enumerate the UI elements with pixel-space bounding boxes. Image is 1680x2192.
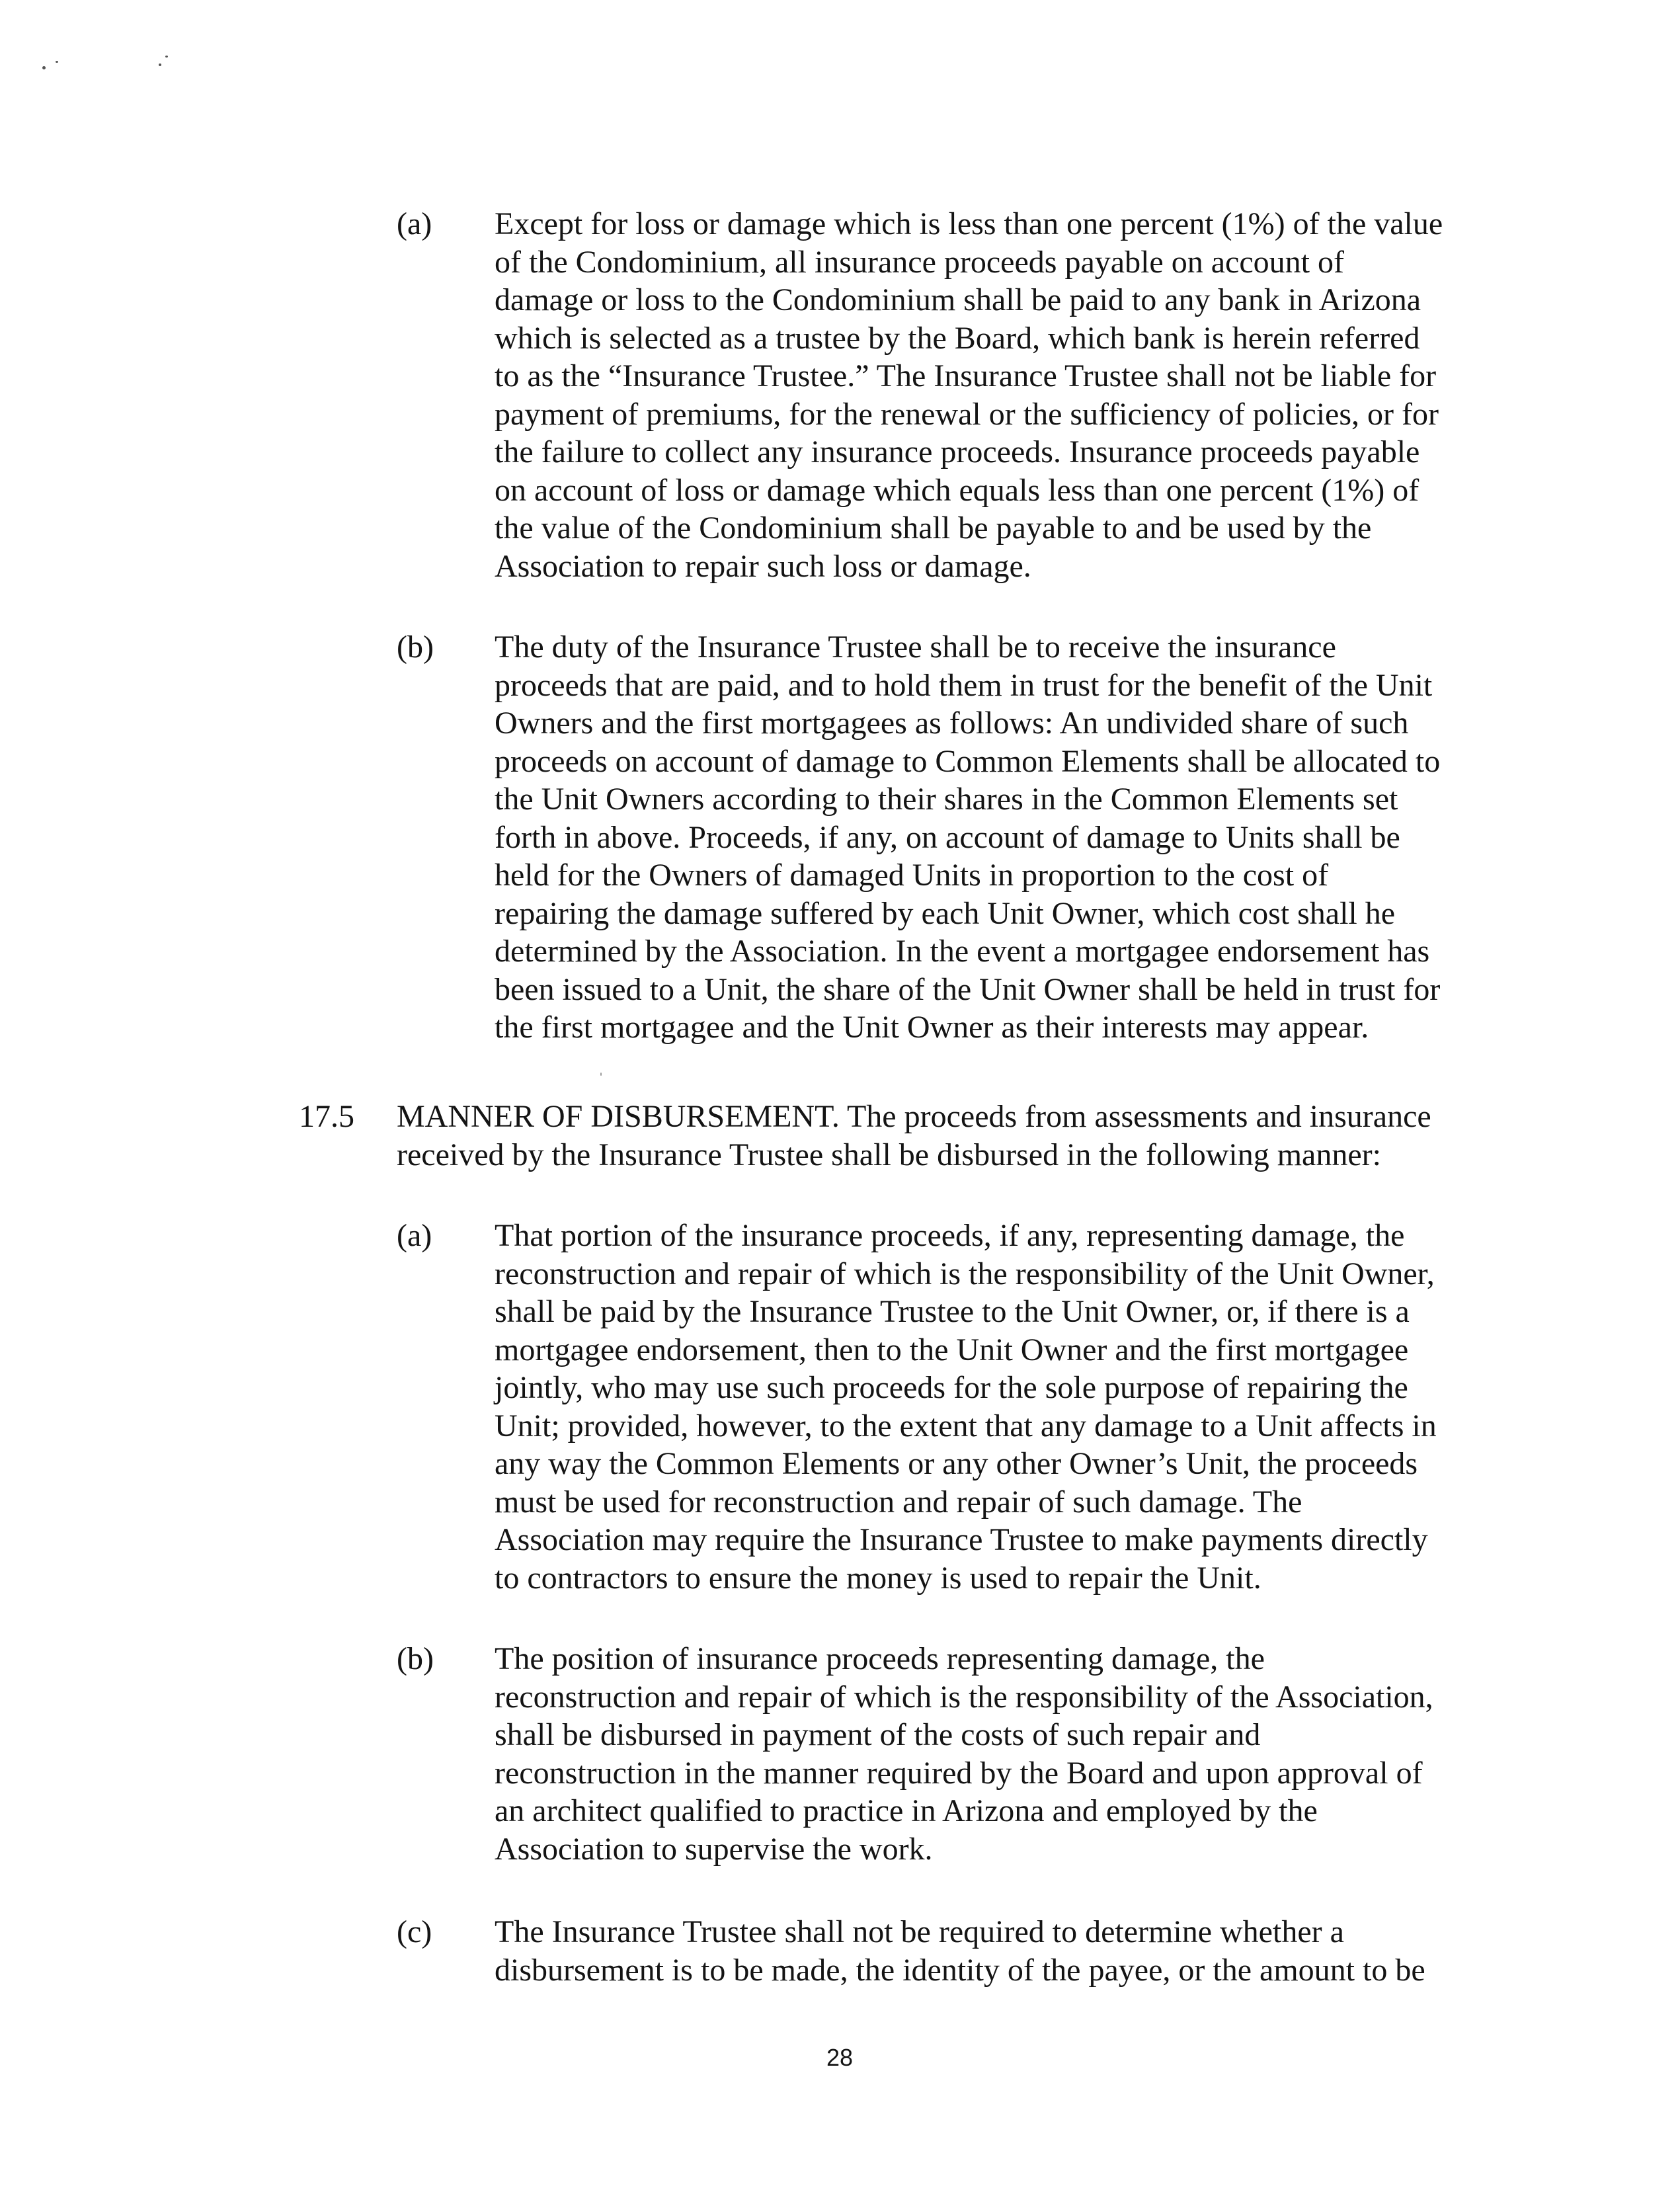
text-line: mortgagee endorsement, then to the Unit Owner and the first mortgagee [495, 1332, 1409, 1367]
item-marker: (b) [397, 1641, 434, 1676]
paragraph-b-association-proceeds [495, 1640, 1433, 1868]
text-line: the Unit Owners according to their shares in the Common Elements set [495, 782, 1398, 817]
text-line: MANNER OF DISBURSEMENT. The proceeds from assessments and insurance [397, 1099, 1431, 1134]
text-line: shall be paid by the Insurance Trustee to the Unit Owner, or, if there is a [495, 1294, 1410, 1329]
text-line: The Insurance Trustee shall not be required to determine whether a [495, 1914, 1344, 1949]
text-line: disbursement is to be made, the identity of the payee, or the amount to be [495, 1952, 1425, 1988]
text-line: jointly, who may use such proceeds for the sole purpose of repairing the [495, 1370, 1408, 1405]
text-line: Association to supervise the work. [495, 1831, 933, 1867]
item-marker: (c) [397, 1914, 432, 1949]
text-line: proceeds on account of damage to Common Elements shall be allocated to [495, 743, 1441, 779]
text-line: the value of the Condominium shall be payable to and be used by the [495, 510, 1372, 546]
text-line: Owners and the first mortgagees as follows: An undivided share of such [495, 706, 1409, 741]
text-line: of the Condominium, all insurance proceeds payable on account of [495, 244, 1344, 280]
text-line: which is selected as a trustee by the Board, which bank is herein referred [495, 320, 1420, 356]
item-marker: (a) [397, 1218, 432, 1253]
text-line: The duty of the Insurance Trustee shall be to receive the insurance [495, 629, 1336, 665]
scan-speck [56, 61, 58, 63]
paragraph-c-trustee-determination [495, 1913, 1425, 1989]
text-line: proceeds that are paid, and to hold them in trust for the benefit of the Unit [495, 667, 1433, 703]
text-line: repairing the damage suffered by each Unit Owner, which cost shall he [495, 895, 1396, 931]
paragraph-a-insurance-trustee [495, 205, 1443, 585]
item-marker: (a) [397, 206, 432, 241]
item-marker: (b) [397, 629, 434, 665]
text-line: Unit; provided, however, to the extent that any damage to a Unit affects in [495, 1408, 1437, 1443]
section-number: 17.5 [299, 1099, 354, 1134]
text-line: received by the Insurance Trustee shall be disbursed in the following manner: [397, 1137, 1381, 1172]
text-line: been issued to a Unit, the share of the Unit Owner shall be held in trust for [495, 971, 1441, 1007]
paragraph-b-trustee-duty [495, 628, 1440, 1047]
text-line: That portion of the insurance proceeds, if any, representing damage, the [495, 1218, 1405, 1253]
text-line: any way the Common Elements or any other Owner’s Unit, the proceeds [495, 1446, 1418, 1481]
paragraph-a-unit-owner-proceeds [495, 1217, 1437, 1597]
text-line: an architect qualified to practice in Arizona and employed by the [495, 1793, 1318, 1828]
text-line: payment of premiums, for the renewal or the sufficiency of policies, or for [495, 396, 1439, 432]
text-line: the failure to collect any insurance proceeds. Insurance proceeds payable [495, 434, 1420, 469]
text-line: reconstruction and repair of which is the responsibility of the Association, [495, 1679, 1433, 1715]
page-number: 28 [826, 2044, 854, 2071]
text-line: must be used for reconstruction and repair of such damage. The [495, 1484, 1302, 1520]
text-line: to as the “Insurance Trustee.” The Insurance Trustee shall not be liable for [495, 358, 1437, 393]
text-line: damage or loss to the Condominium shall be paid to any bank in Arizona [495, 282, 1421, 317]
text-line: The position of insurance proceeds representing damage, the [495, 1641, 1265, 1676]
text-line: held for the Owners of damaged Units in proportion to the cost of [495, 858, 1329, 893]
scan-speck [165, 56, 168, 58]
text-line: reconstruction and repair of which is the responsibility of the Unit Owner, [495, 1256, 1435, 1291]
text-line: forth in above. Proceeds, if any, on account of damage to Units shall be [495, 819, 1400, 855]
text-line: determined by the Association. In the event a mortgagee endorsement has [495, 934, 1430, 969]
text-line: Association to repair such loss or damage. [495, 548, 1031, 584]
text-line: Association may require the Insurance Trustee to make payments directly [495, 1522, 1428, 1557]
text-line: shall be disbursed in payment of the costs of such repair and [495, 1717, 1261, 1752]
text-line: the first mortgagee and the Unit Owner as their interests may appear. [495, 1010, 1369, 1045]
text-line: reconstruction in the manner required by the Board and upon approval of [495, 1755, 1423, 1791]
text-line: Except for loss or damage which is less than one percent (1%) of the value [495, 206, 1443, 241]
scan-speck [159, 63, 161, 66]
section-17-5-heading [397, 1098, 1431, 1174]
text-line: to contractors to ensure the money is used to repair the Unit. [495, 1560, 1261, 1596]
text-line: on account of loss or damage which equals less than one percent (1%) of [495, 472, 1420, 508]
scan-speck [42, 66, 46, 69]
scan-speck [600, 1073, 602, 1076]
